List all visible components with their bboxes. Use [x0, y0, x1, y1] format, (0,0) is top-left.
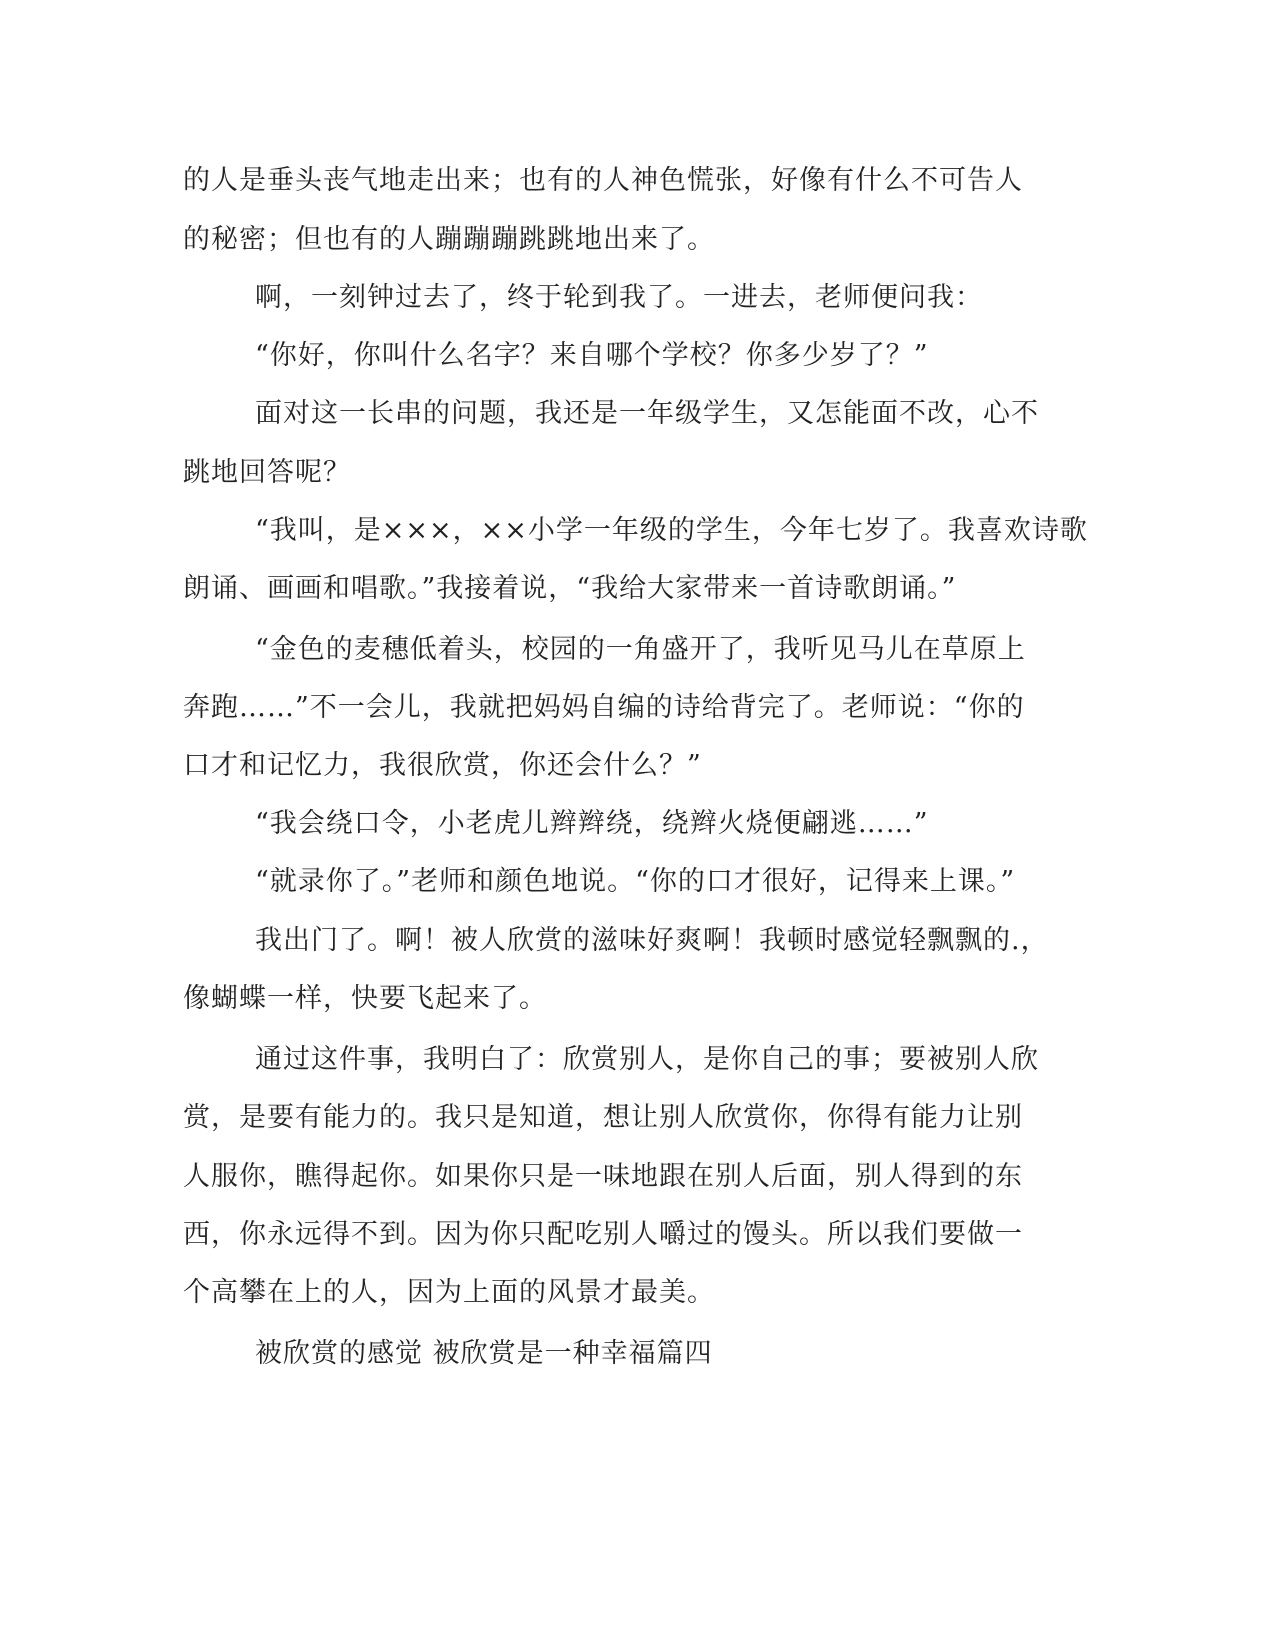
section-heading: 被欣赏的感觉 被欣赏是一种幸福篇四 [255, 1338, 713, 1369]
text-line: 口才和记忆力，我很欣赏，你还会什么？” [183, 750, 702, 781]
text-line: 的秘密；但也有的人蹦蹦蹦跳跳地出来了。 [183, 224, 715, 255]
text-line: “就录你了。”老师和颜色地说。“你的口才很好，记得来上课。” [255, 866, 1016, 897]
text-line: 奔跑……”不一会儿，我就把妈妈自编的诗给背完了。老师说：“你的 [183, 692, 1025, 723]
text-line: 通过这件事，我明白了：欣赏别人，是你自己的事；要被别人欣 [255, 1044, 1039, 1075]
text-line: “我叫，是×××，××小学一年级的学生，今年七岁了。我喜欢诗歌 [255, 515, 1088, 546]
text-line: 个高攀在上的人，因为上面的风景才最美。 [183, 1277, 715, 1308]
text-line: 西，你永远得不到。因为你只配吃别人嚼过的馒头。所以我们要做一 [183, 1219, 1023, 1250]
text-line: “我会绕口令，小老虎儿辫辫绕，绕辫火烧便翩逃……” [255, 808, 929, 839]
text-line: 的人是垂头丧气地走出来；也有的人神色慌张，好像有什么不可告人 [183, 165, 1023, 196]
text-line: 我出门了。啊！被人欣赏的滋味好爽啊！我顿时感觉轻飘飘的.， [255, 925, 1049, 956]
text-line: “金色的麦穗低着头，校园的一角盛开了，我听见马儿在草原上 [255, 634, 1026, 665]
text-line: “你好，你叫什么名字？来自哪个学校？你多少岁了？” [255, 340, 929, 371]
text-line: 赏，是要有能力的。我只是知道，想让别人欣赏你，你得有能力让别 [183, 1102, 1023, 1133]
text-line: 啊，一刻钟过去了，终于轮到我了。一进去，老师便问我： [255, 282, 983, 313]
text-line: 像蝴蝶一样，快要飞起来了。 [183, 983, 547, 1014]
text-line: 朗诵、画画和唱歌。”我接着说，“我给大家带来一首诗歌朗诵。” [183, 573, 957, 604]
text-line: 跳地回答呢？ [183, 457, 351, 488]
text-line: 人服你，瞧得起你。如果你只是一味地跟在别人后面，别人得到的东 [183, 1161, 1023, 1192]
text-line: 面对这一长串的问题，我还是一年级学生，又怎能面不改，心不 [255, 398, 1039, 429]
